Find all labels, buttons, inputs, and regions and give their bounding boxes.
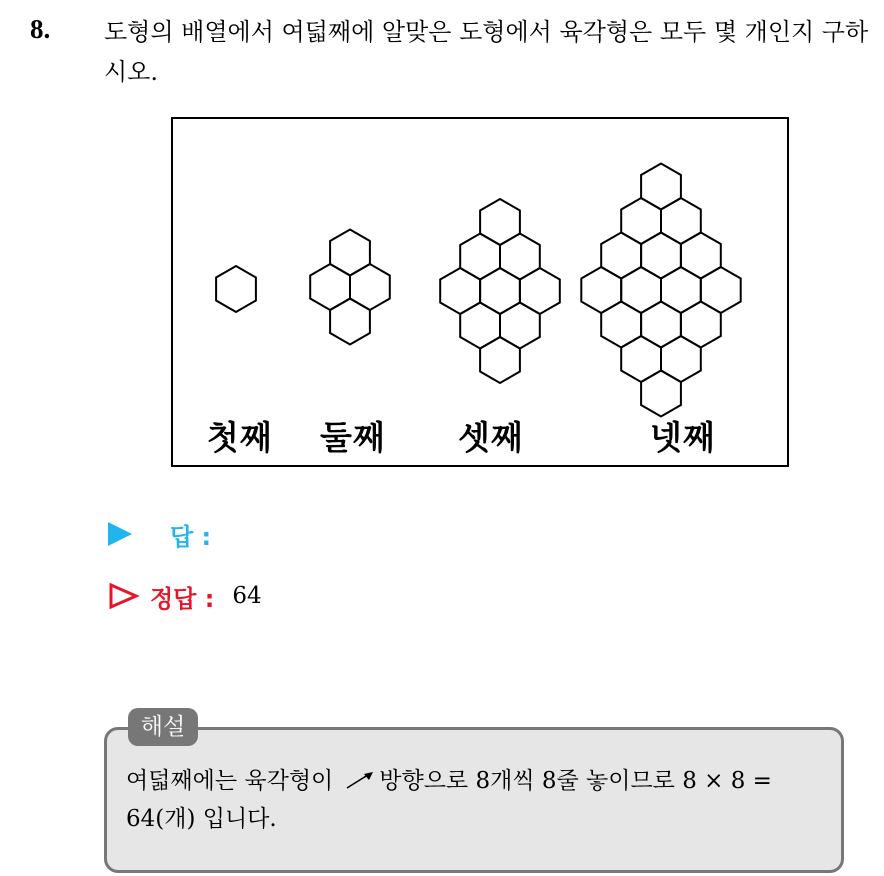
hexagon-figure-1 bbox=[216, 266, 256, 312]
explanation-text bbox=[126, 762, 836, 838]
answer-label: 답 : bbox=[170, 522, 212, 551]
hexagon bbox=[641, 371, 681, 417]
hexagon bbox=[581, 267, 621, 313]
answer-row bbox=[108, 518, 211, 550]
filled-triangle-icon bbox=[108, 522, 132, 546]
hexagon-figure-2 bbox=[310, 230, 390, 345]
hexagon bbox=[701, 267, 741, 313]
figure-label-4: 넷째 bbox=[650, 418, 716, 457]
explanation-text-part2: 방향으로 8개씩 8줄 놓이므로 8 × 8 = bbox=[379, 768, 772, 794]
hexagon-figure-3 bbox=[440, 199, 560, 383]
correct-answer-row bbox=[108, 580, 262, 612]
outlined-triangle-icon bbox=[108, 582, 140, 610]
question-text: 도형의 배열에서 여덟째에 알맞은 도형에서 육각형은 모두 몇 개인지 구하시오. bbox=[104, 18, 869, 86]
explanation-text-line2: 64(개) 입니다. bbox=[126, 806, 277, 832]
explanation-tag: 해설 bbox=[128, 708, 198, 746]
figure-label-2: 둘째 bbox=[320, 418, 386, 457]
figure-label-1: 첫째 bbox=[207, 418, 273, 457]
question-number: 8. bbox=[30, 14, 51, 44]
hexagon bbox=[330, 299, 370, 345]
hexagon-figure-4 bbox=[581, 164, 740, 417]
correct-answer-value: 64 bbox=[232, 583, 262, 609]
figure-label-3: 셋째 bbox=[458, 418, 524, 457]
hexagon bbox=[480, 337, 520, 383]
explanation-text-part1: 여덟째에는 육각형이 bbox=[126, 768, 334, 794]
northeast-arrow-icon bbox=[345, 770, 375, 790]
correct-answer-label: 정답 : bbox=[150, 584, 215, 613]
hexagon bbox=[216, 266, 256, 312]
